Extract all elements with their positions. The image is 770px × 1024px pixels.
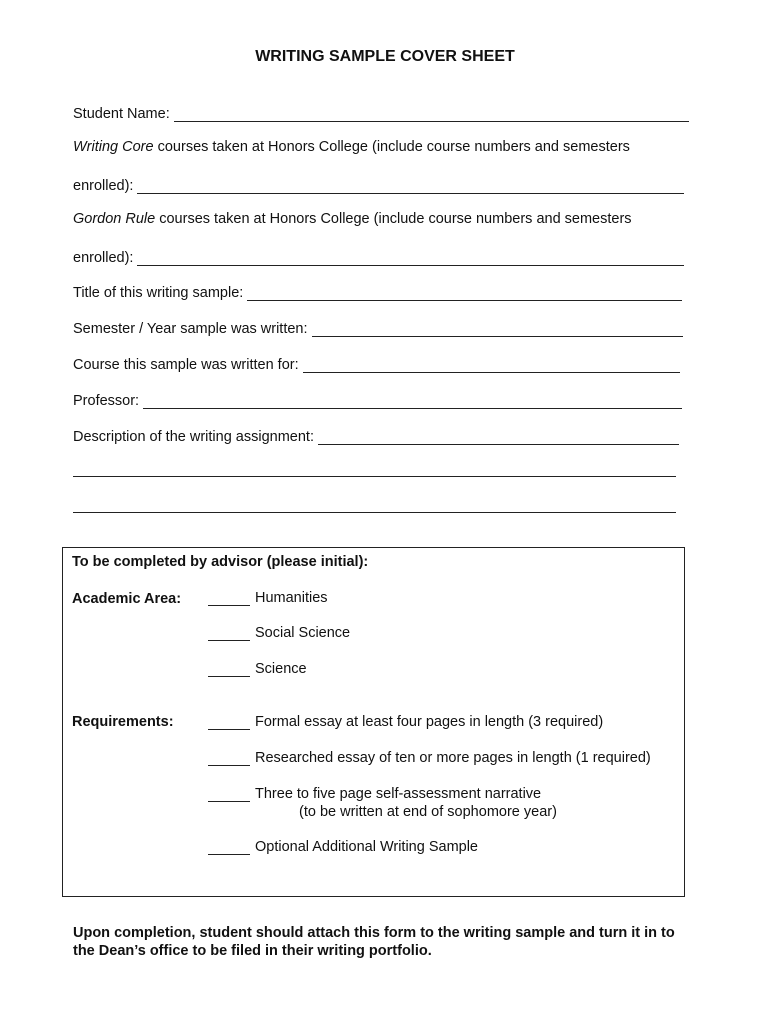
writing-core-intro: [73, 139, 630, 155]
requirement-researched-essay: [208, 750, 651, 766]
writing-core-row: [73, 174, 684, 194]
requirement-label: Optional Additional Writing Sample: [255, 839, 478, 855]
gordon-rule-italic: Gordon Rule: [73, 211, 156, 227]
student-name-field[interactable]: [174, 107, 689, 122]
initial-blank[interactable]: [208, 751, 250, 766]
requirement-optional-sample: [208, 839, 478, 855]
course-label: Course this sample was written for:: [73, 357, 299, 373]
course-row: [73, 353, 680, 373]
description-label: Description of the writing assignment:: [73, 429, 314, 445]
requirement-subtext: (to be written at end of sophomore year): [299, 804, 557, 820]
advisor-section: [62, 547, 685, 897]
gordon-rule-rest: courses taken at Honors College (include course numbers and semesters: [155, 211, 632, 227]
professor-row: [73, 389, 682, 409]
semester-year-field[interactable]: [312, 322, 683, 337]
completion-instructions: Upon completion, student should attach this form to the writing sample and turn it in to the Dean’s office to be filed in their writing portfolio.: [73, 925, 675, 959]
semester-year-label: Semester / Year sample was written:: [73, 321, 308, 337]
area-humanities: [208, 590, 328, 606]
academic-area-label: Academic Area:: [72, 591, 182, 607]
writing-core-field[interactable]: [137, 179, 684, 194]
sample-title-row: [73, 281, 682, 301]
description-line-2[interactable]: [73, 476, 676, 477]
semester-year-row: [73, 317, 683, 337]
initial-blank[interactable]: [208, 662, 250, 677]
advisor-heading: To be completed by advisor (please initial):: [72, 554, 369, 570]
requirements-label: Requirements:: [72, 714, 174, 730]
student-name-row: [73, 102, 689, 122]
writing-core-enrolled-label: enrolled):: [73, 178, 134, 194]
sample-title-field[interactable]: [247, 286, 682, 301]
area-label: Social Science: [255, 625, 351, 641]
page-title: WRITING SAMPLE COVER SHEET: [255, 48, 515, 65]
area-label: Science: [255, 661, 307, 677]
writing-core-rest: courses taken at Honors College (include course numbers and semesters: [153, 139, 630, 155]
requirement-label: Researched essay of ten or more pages in length (1 required): [255, 750, 651, 766]
requirement-formal-essay: [208, 714, 603, 730]
initial-blank[interactable]: [208, 715, 250, 730]
gordon-rule-intro: [73, 211, 632, 227]
student-name-label: Student Name:: [73, 106, 170, 122]
area-label: Humanities: [255, 590, 328, 606]
initial-blank[interactable]: [208, 591, 250, 606]
area-social-science: [208, 625, 350, 641]
description-field[interactable]: [318, 430, 679, 445]
professor-field[interactable]: [143, 394, 682, 409]
gordon-rule-enrolled-label: enrolled):: [73, 250, 134, 266]
course-field[interactable]: [303, 358, 680, 373]
professor-label: Professor:: [73, 393, 140, 409]
area-science: [208, 661, 307, 677]
gordon-rule-field[interactable]: [137, 251, 684, 266]
description-row: [73, 425, 679, 445]
initial-blank[interactable]: [208, 840, 250, 855]
initial-blank[interactable]: [208, 626, 250, 641]
initial-blank[interactable]: [208, 787, 250, 802]
requirement-label: Formal essay at least four pages in length (3 required): [255, 714, 604, 730]
sample-title-label: Title of this writing sample:: [73, 285, 244, 301]
description-line-3[interactable]: [73, 512, 676, 513]
gordon-rule-row: [73, 246, 684, 266]
writing-core-italic: Writing Core: [73, 139, 154, 155]
requirement-self-assessment: [208, 786, 557, 820]
requirement-label: Three to five page self-assessment narrative: [255, 786, 542, 802]
